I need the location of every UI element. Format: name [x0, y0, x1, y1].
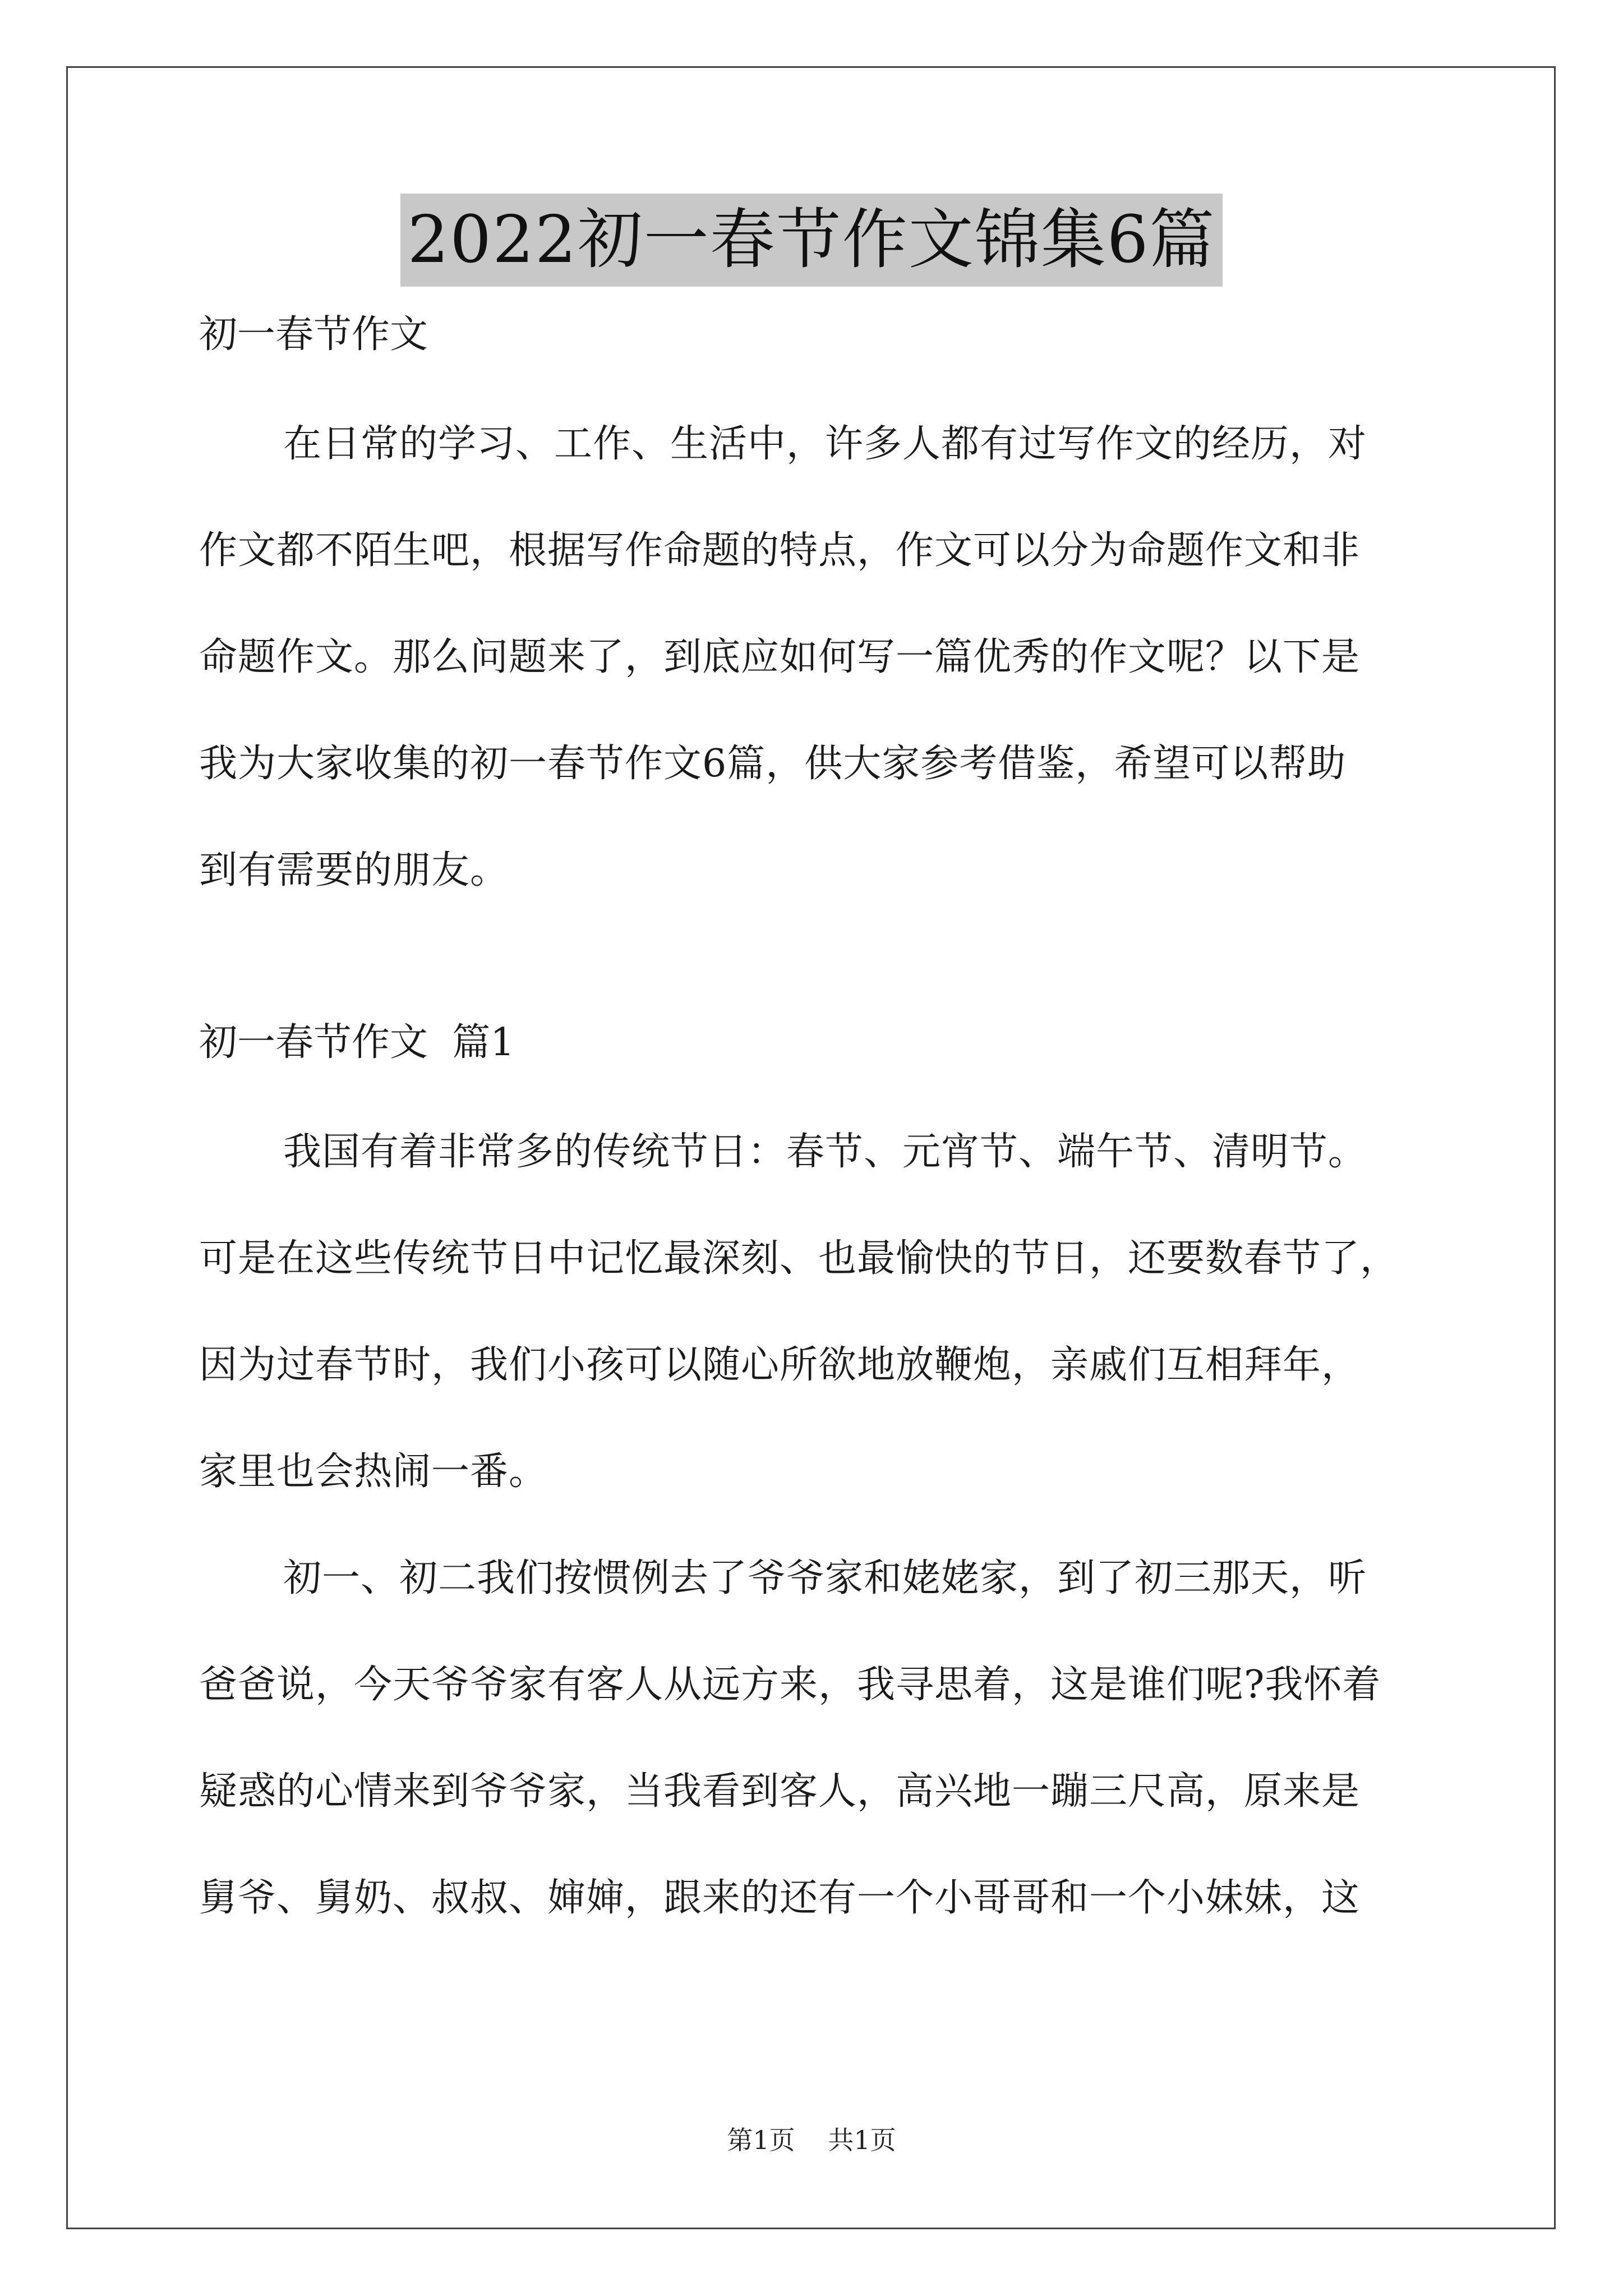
spacer — [199, 924, 1467, 1019]
section1-paragraph-1 — [199, 1099, 1467, 1525]
paragraph-line: 可是在这些传统节日中记忆最深刻、也最愉快的节日，还要数春节了， — [199, 1236, 1399, 1281]
paragraph-line: 我国有着非常多的传统节日：春节、元宵节、端午节、清明节。 — [283, 1130, 1367, 1174]
intro-line: 命题作文。那么问题来了，到底应如何写一篇优秀的作文呢？以下是 — [199, 635, 1361, 679]
document-body — [199, 311, 1467, 1952]
intro-heading: 初一春节作文 — [199, 312, 428, 357]
paragraph-line: 舅爷、舅奶、叔叔、婶婶，跟来的还有一个小哥哥和一个小妹妹，这 — [199, 1876, 1361, 1920]
paragraph-line: 因为过春节时，我们小孩可以随心所欲地放鞭炮，亲戚们互相拜年， — [199, 1343, 1361, 1387]
page-number: 第1页 — [727, 2125, 795, 2155]
paragraph-line: 疑惑的心情来到爷爷家，当我看到客人，高兴地一蹦三尺高，原来是 — [199, 1769, 1361, 1814]
paragraph-line: 家里也会热闹一番。 — [199, 1450, 548, 1494]
paragraph-line: 爸爸说，今天爷爷家有客人从远方来，我寻思着，这是谁们呢?我怀着 — [199, 1663, 1381, 1707]
spacer — [199, 1066, 1467, 1099]
paragraph-line: 初一、初二我们按惯例去了爷爷家和姥姥家，到了初三那天，听 — [283, 1556, 1367, 1600]
page-footer — [0, 2123, 1623, 2157]
section1-heading: 初一春节作文 篇1 — [199, 1020, 515, 1065]
intro-line: 在日常的学习、工作、生活中，许多人都有过写作文的经历，对 — [283, 422, 1367, 466]
intro-line: 作文都不陌生吧，根据写作命题的特点，作文可以分为命题作文和非 — [199, 528, 1361, 573]
intro-paragraph — [199, 391, 1467, 924]
page-total: 共1页 — [828, 2125, 896, 2155]
section1-paragraph-2 — [199, 1525, 1467, 1952]
intro-line: 到有需要的朋友。 — [199, 848, 509, 892]
intro-line: 我为大家收集的初一春节作文6篇，供大家参考借鉴，希望可以帮助 — [199, 742, 1347, 786]
document-title: 2022初一春节作文锦集6篇 — [400, 194, 1222, 287]
spacer — [199, 358, 1467, 391]
title-wrap — [0, 194, 1623, 287]
